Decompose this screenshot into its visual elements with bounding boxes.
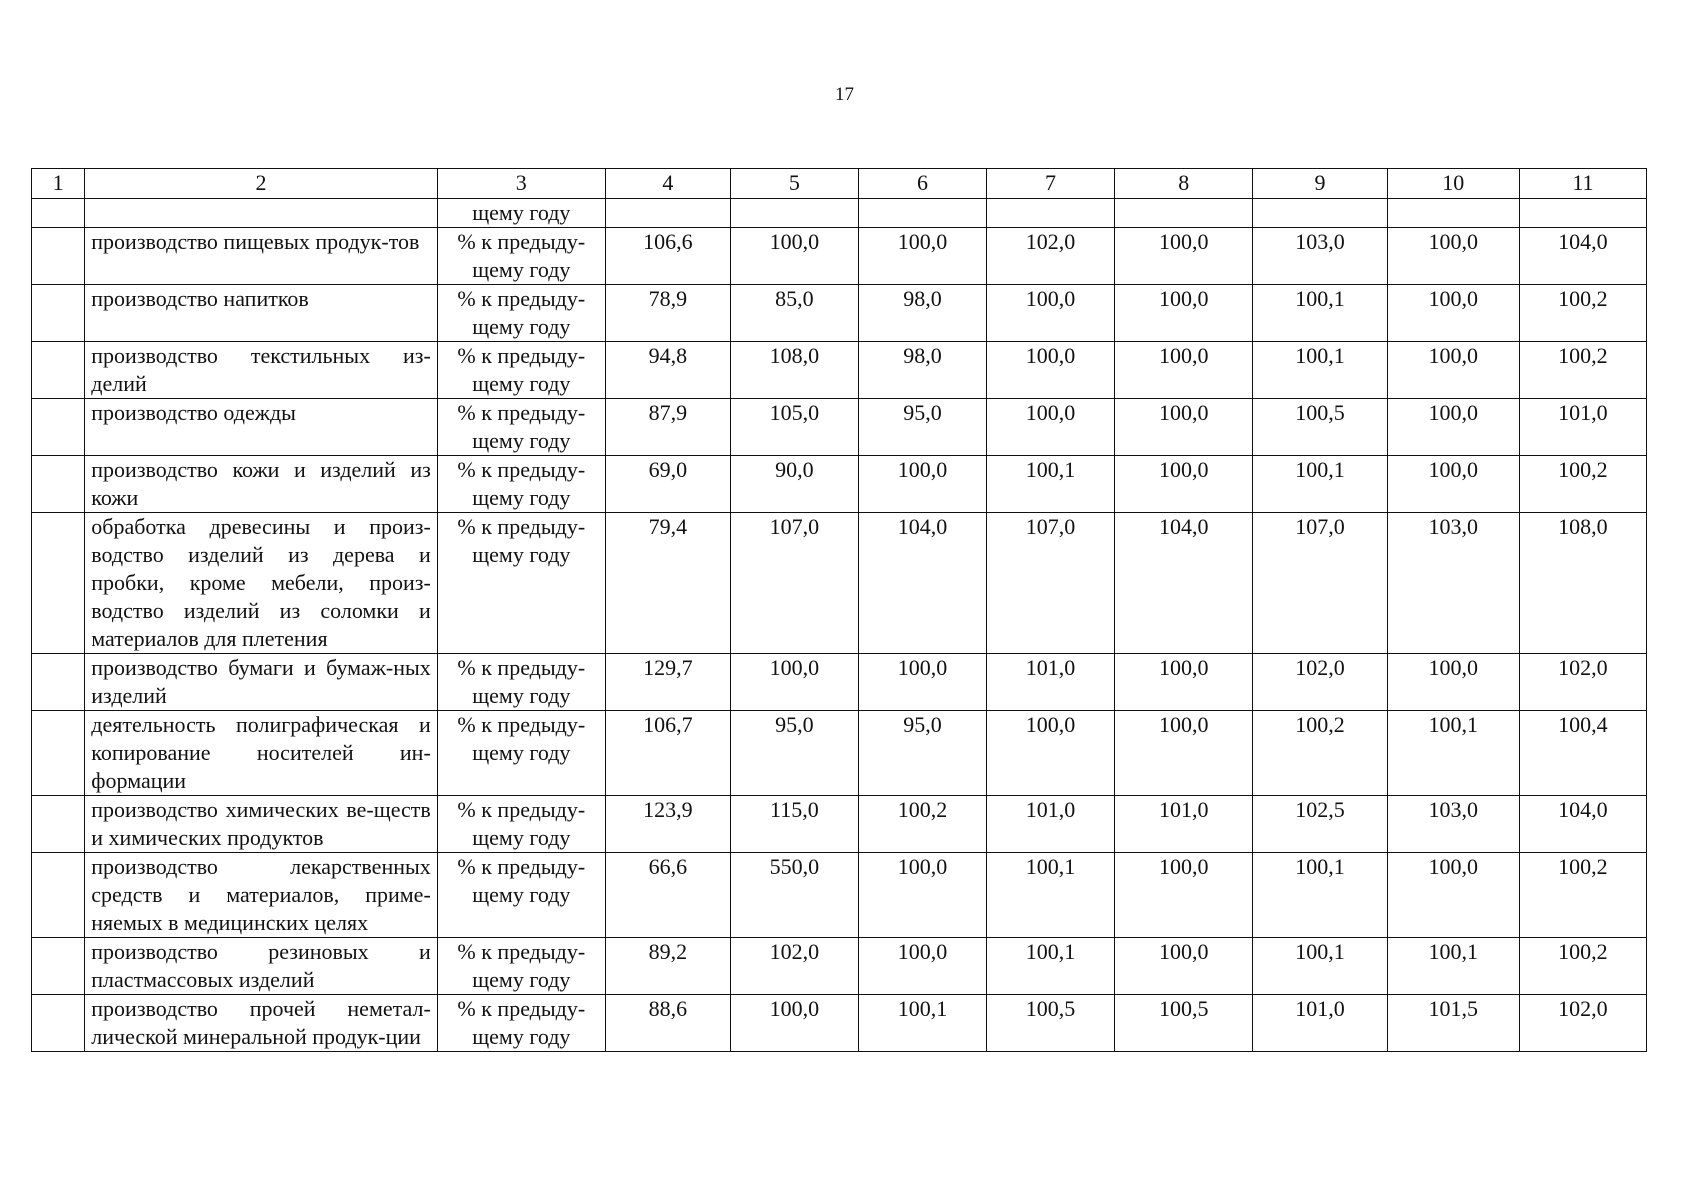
page-number: 17	[835, 84, 854, 105]
row-number-cell	[32, 456, 85, 513]
value-cell: 100,0	[730, 654, 858, 711]
unit-text: % к предыду-	[457, 514, 586, 539]
indicator-name: обработка древесины и произ-водство изделий из дерева и пробки, кроме мебели, произ-водство изделий из соломки и материалов для плетения	[85, 513, 438, 654]
table-row	[32, 285, 1647, 342]
value-cell: 100,0	[730, 228, 858, 285]
data-table	[31, 168, 1647, 1052]
row-number-cell	[32, 938, 85, 995]
row-number-cell	[32, 796, 85, 853]
indicator-name: производство резиновых и пластмассовых изделий	[85, 938, 438, 995]
value-cell: 129,7	[605, 654, 730, 711]
value-cell: 100,0	[987, 711, 1115, 796]
table-row	[32, 711, 1647, 796]
value-cell: 550,0	[730, 853, 858, 938]
value-cell: 100,0	[1387, 853, 1519, 938]
value-cell	[730, 199, 858, 228]
value-cell: 104,0	[1115, 513, 1253, 654]
value-cell: 101,0	[987, 796, 1115, 853]
value-cell: 78,9	[605, 285, 730, 342]
value-cell: 102,0	[987, 228, 1115, 285]
value-cell	[1253, 199, 1387, 228]
column-number: 1	[32, 169, 85, 199]
table-row	[32, 456, 1647, 513]
row-number-cell	[32, 228, 85, 285]
column-number: 2	[85, 169, 438, 199]
table-row	[32, 399, 1647, 456]
value-cell: 100,0	[987, 342, 1115, 399]
indicator-name: производство напитков	[85, 285, 438, 342]
indicator-name: деятельность полиграфическая и копирование носителей ин-формации	[85, 711, 438, 796]
value-cell: 95,0	[858, 399, 986, 456]
value-cell: 102,5	[1253, 796, 1387, 853]
value-cell: 100,0	[1115, 399, 1253, 456]
value-cell: 101,0	[1519, 399, 1646, 456]
unit-text: % к предыду-	[457, 286, 586, 311]
unit-cell	[437, 995, 605, 1052]
column-number: 8	[1115, 169, 1253, 199]
row-number-cell	[32, 654, 85, 711]
value-cell: 102,0	[1519, 995, 1646, 1052]
value-cell: 105,0	[730, 399, 858, 456]
value-cell: 107,0	[730, 513, 858, 654]
row-number-cell	[32, 853, 85, 938]
table-row	[32, 995, 1647, 1052]
value-cell: 94,8	[605, 342, 730, 399]
value-cell: 102,0	[1253, 654, 1387, 711]
indicator-name: производство лекарственных средств и материалов, приме-няемых в медицинских целях	[85, 853, 438, 938]
value-cell: 100,0	[858, 654, 986, 711]
value-cell: 100,1	[1253, 456, 1387, 513]
column-number: 5	[730, 169, 858, 199]
value-cell: 101,5	[1387, 995, 1519, 1052]
unit-text: щему году	[472, 740, 571, 765]
indicator-name-cell	[85, 199, 438, 228]
unit-text: % к предыду-	[457, 712, 586, 737]
table-row	[32, 654, 1647, 711]
unit-text: % к предыду-	[457, 797, 586, 822]
value-cell: 100,0	[1115, 342, 1253, 399]
value-cell: 104,0	[858, 513, 986, 654]
table-row	[32, 342, 1647, 399]
unit-cell	[437, 228, 605, 285]
value-cell: 100,0	[858, 456, 986, 513]
value-cell: 69,0	[605, 456, 730, 513]
table-row	[32, 853, 1647, 938]
table-row	[32, 938, 1647, 995]
unit-cell	[437, 796, 605, 853]
value-cell: 100,0	[1387, 654, 1519, 711]
column-number: 9	[1253, 169, 1387, 199]
unit-text: % к предыду-	[457, 457, 586, 482]
row-number-cell	[32, 285, 85, 342]
row-number-cell	[32, 995, 85, 1052]
value-cell: 104,0	[1519, 228, 1646, 285]
row-number-cell	[32, 513, 85, 654]
row-number-cell	[32, 711, 85, 796]
table-row	[32, 513, 1647, 654]
value-cell: 95,0	[858, 711, 986, 796]
value-cell: 100,5	[987, 995, 1115, 1052]
value-cell: 107,0	[987, 513, 1115, 654]
value-cell: 100,0	[1387, 285, 1519, 342]
unit-cell	[437, 654, 605, 711]
value-cell: 106,6	[605, 228, 730, 285]
unit-text: щему году	[472, 542, 571, 567]
value-cell: 100,5	[1115, 995, 1253, 1052]
value-cell: 100,2	[1519, 342, 1646, 399]
unit-text: % к предыду-	[457, 400, 586, 425]
column-number: 4	[605, 169, 730, 199]
column-number: 7	[987, 169, 1115, 199]
unit-cell	[437, 285, 605, 342]
value-cell: 100,0	[987, 399, 1115, 456]
value-cell: 100,0	[730, 995, 858, 1052]
value-cell: 87,9	[605, 399, 730, 456]
value-cell: 100,4	[1519, 711, 1646, 796]
unit-text: щему году	[472, 967, 571, 992]
value-cell: 100,1	[1387, 938, 1519, 995]
indicator-name: производство одежды	[85, 399, 438, 456]
value-cell: 100,0	[858, 938, 986, 995]
unit-text: % к предыду-	[457, 343, 586, 368]
unit-text: щему году	[472, 257, 571, 282]
value-cell: 100,0	[1115, 456, 1253, 513]
unit-text: % к предыду-	[457, 996, 586, 1021]
table-row	[32, 796, 1647, 853]
value-cell: 98,0	[858, 342, 986, 399]
unit-cell	[437, 853, 605, 938]
value-cell	[1115, 199, 1253, 228]
column-number: 3	[437, 169, 605, 199]
value-cell: 107,0	[1253, 513, 1387, 654]
value-cell: 66,6	[605, 853, 730, 938]
value-cell: 101,0	[1115, 796, 1253, 853]
value-cell: 100,2	[1519, 285, 1646, 342]
value-cell: 104,0	[1519, 796, 1646, 853]
value-cell: 79,4	[605, 513, 730, 654]
unit-cell	[437, 513, 605, 654]
value-cell: 123,9	[605, 796, 730, 853]
value-cell: 101,0	[987, 654, 1115, 711]
unit-text: щему году	[472, 314, 571, 339]
value-cell	[1387, 199, 1519, 228]
value-cell: 100,1	[1253, 285, 1387, 342]
unit-text: щему году	[472, 1024, 571, 1049]
value-cell	[605, 199, 730, 228]
unit-cell	[437, 399, 605, 456]
value-cell: 100,0	[1115, 228, 1253, 285]
indicator-name: производство прочей неметал-лической минеральной продук-ции	[85, 995, 438, 1052]
value-cell: 100,2	[1519, 456, 1646, 513]
value-cell: 95,0	[730, 711, 858, 796]
indicator-name: производство текстильных из-делий	[85, 342, 438, 399]
continuation-row	[32, 199, 1647, 228]
indicator-name: производство пищевых продук-тов	[85, 228, 438, 285]
value-cell: 100,1	[1253, 938, 1387, 995]
value-cell: 100,0	[1115, 285, 1253, 342]
value-cell: 100,0	[987, 285, 1115, 342]
unit-text: % к предыду-	[457, 655, 586, 680]
value-cell: 100,2	[1253, 711, 1387, 796]
unit-cell	[437, 711, 605, 796]
indicator-name: производство кожи и изделий из кожи	[85, 456, 438, 513]
value-cell: 102,0	[730, 938, 858, 995]
indicator-name: производство химических ве-ществ и химических продуктов	[85, 796, 438, 853]
table-row	[32, 228, 1647, 285]
unit-cell: щему году	[437, 199, 605, 228]
value-cell: 100,0	[1387, 342, 1519, 399]
value-cell: 103,0	[1387, 796, 1519, 853]
value-cell	[858, 199, 986, 228]
row-number-cell	[32, 399, 85, 456]
unit-cell	[437, 342, 605, 399]
value-cell: 100,2	[1519, 938, 1646, 995]
unit-cell	[437, 456, 605, 513]
value-cell	[1519, 199, 1646, 228]
value-cell: 106,7	[605, 711, 730, 796]
column-number: 10	[1387, 169, 1519, 199]
value-cell: 100,0	[1115, 938, 1253, 995]
value-cell: 100,1	[987, 938, 1115, 995]
unit-text: щему году	[472, 882, 571, 907]
value-cell: 100,2	[1519, 853, 1646, 938]
unit-cell	[437, 938, 605, 995]
value-cell: 100,1	[1387, 711, 1519, 796]
value-cell: 100,1	[1253, 342, 1387, 399]
value-cell: 100,1	[858, 995, 986, 1052]
row-number-cell	[32, 342, 85, 399]
indicator-name: производство бумаги и бумаж-ных изделий	[85, 654, 438, 711]
value-cell: 85,0	[730, 285, 858, 342]
value-cell: 100,1	[987, 853, 1115, 938]
value-cell: 115,0	[730, 796, 858, 853]
unit-text: % к предыду-	[457, 939, 586, 964]
value-cell: 90,0	[730, 456, 858, 513]
value-cell: 100,0	[1115, 711, 1253, 796]
value-cell: 101,0	[1253, 995, 1387, 1052]
value-cell: 103,0	[1253, 228, 1387, 285]
value-cell: 102,0	[1519, 654, 1646, 711]
unit-text: щему году	[472, 485, 571, 510]
value-cell: 100,1	[1253, 853, 1387, 938]
value-cell: 103,0	[1387, 513, 1519, 654]
value-cell: 100,0	[858, 853, 986, 938]
value-cell: 89,2	[605, 938, 730, 995]
column-number: 6	[858, 169, 986, 199]
unit-text: щему году	[472, 825, 571, 850]
unit-text: щему году	[472, 428, 571, 453]
value-cell: 108,0	[1519, 513, 1646, 654]
value-cell: 98,0	[858, 285, 986, 342]
value-cell: 100,1	[987, 456, 1115, 513]
unit-text: щему году	[472, 371, 571, 396]
row-number-cell	[32, 199, 85, 228]
value-cell: 88,6	[605, 995, 730, 1052]
value-cell: 108,0	[730, 342, 858, 399]
value-cell: 100,0	[1387, 456, 1519, 513]
value-cell: 100,0	[1115, 853, 1253, 938]
value-cell: 100,2	[858, 796, 986, 853]
column-number: 11	[1519, 169, 1646, 199]
unit-text: % к предыду-	[457, 854, 586, 879]
unit-text: % к предыду-	[457, 229, 586, 254]
value-cell: 100,0	[858, 228, 986, 285]
value-cell: 100,0	[1387, 228, 1519, 285]
value-cell: 100,5	[1253, 399, 1387, 456]
value-cell	[987, 199, 1115, 228]
value-cell: 100,0	[1115, 654, 1253, 711]
unit-text: щему году	[472, 683, 571, 708]
column-number-row	[32, 169, 1647, 199]
value-cell: 100,0	[1387, 399, 1519, 456]
